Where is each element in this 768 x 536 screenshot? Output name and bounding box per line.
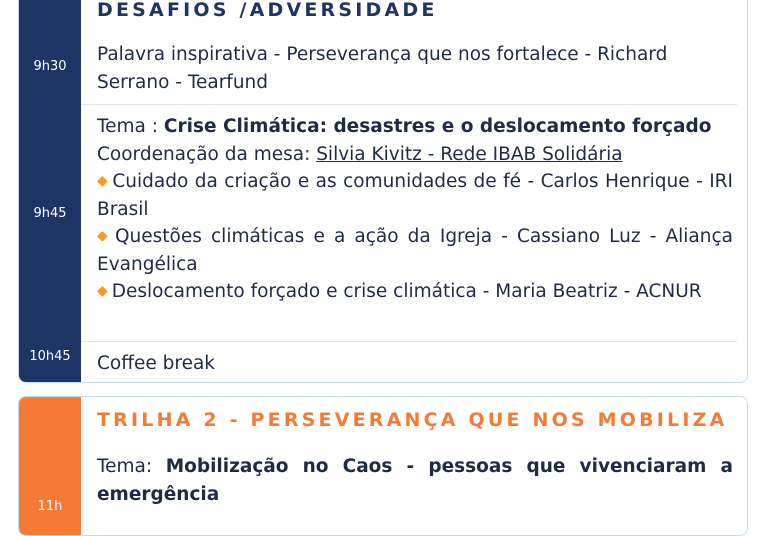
slot-0930-text: Palavra inspirativa - Perseverança que nos fortalece - Richard Serrano - Tearfund <box>97 44 668 93</box>
slot-11h-content <box>97 453 733 508</box>
track-1-card <box>18 0 748 383</box>
talk-item-text: Questões climáticas e a ação da Igreja - Cassiano Luz - Aliança Evangélica <box>97 226 733 275</box>
diamond-bullet-icon: ◆ <box>97 228 111 244</box>
slot-1045-text: Coffee break <box>97 353 216 374</box>
tema-title: Mobilização no Caos - pessoas que vivenciaram a emergência <box>97 456 733 505</box>
slot-time-0930: 9h30 <box>33 59 67 74</box>
tema-prefix: Tema : <box>97 116 164 137</box>
coordination-name: Silvia Kivitz - Rede IBAB Solidária <box>316 143 623 165</box>
diamond-bullet-icon: ◆ <box>97 173 109 189</box>
talk-item <box>97 168 733 223</box>
slot-0945-content <box>97 113 733 306</box>
diamond-bullet-icon: ◆ <box>97 283 108 299</box>
row-divider <box>81 341 737 342</box>
tema-title: Crise Climática: desastres e o deslocamento forçado <box>163 116 712 137</box>
slot-time-11h: 11h <box>37 499 63 514</box>
track-1-heading: DESAFIOS /ADVERSIDADE <box>97 0 438 21</box>
coordination-prefix: Coordenação da mesa: <box>97 143 317 165</box>
talk-item <box>97 223 733 278</box>
talk-item-text: Deslocamento forçado e crise climática - Maria Beatriz - ACNUR <box>111 281 702 302</box>
slot-time-0945: 9h45 <box>33 206 67 221</box>
track-2-card <box>18 396 748 536</box>
talk-item <box>97 278 733 306</box>
tema-line <box>97 113 733 141</box>
track-1-time-column <box>19 0 81 382</box>
row-divider <box>81 104 737 105</box>
coordination-line <box>97 141 733 169</box>
tema-prefix: Tema: <box>97 456 166 477</box>
track-2-time-column <box>19 397 81 535</box>
slot-time-1045: 10h45 <box>29 349 71 364</box>
track-2-heading: TRILHA 2 - PERSEVERANÇA QUE NOS MOBILIZA <box>97 409 728 431</box>
talk-item-text: Cuidado da criação e as comunidades de fé - Carlos Henrique - IRI Brasil <box>97 171 733 220</box>
